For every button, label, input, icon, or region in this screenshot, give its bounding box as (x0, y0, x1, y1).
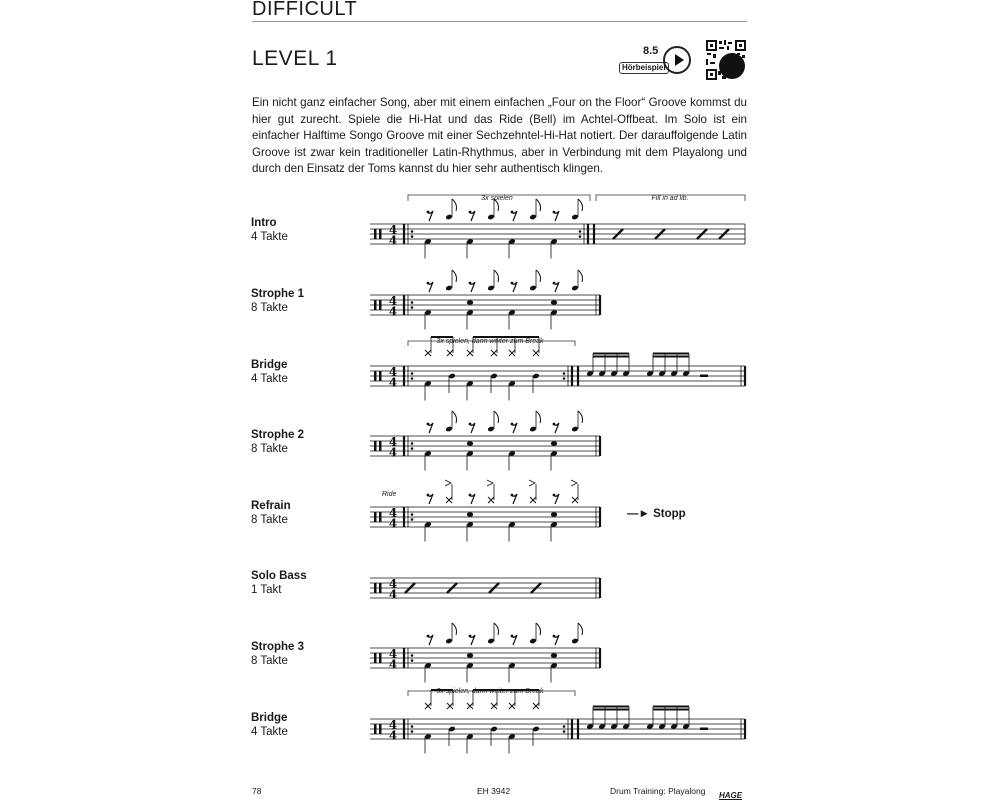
eighth-rest (511, 423, 514, 426)
repeat-dot (411, 518, 414, 521)
eighth-rest (427, 423, 430, 426)
eighth-rest (553, 494, 556, 497)
eighth-rest (469, 635, 472, 638)
section-bars: 8 Takte (251, 302, 288, 314)
percussion-clef (379, 300, 382, 310)
time-signature-bottom: 4 (388, 233, 398, 248)
section-bars: 4 Takte (251, 726, 288, 738)
note-flag (452, 411, 457, 423)
percussion-clef (379, 583, 382, 593)
snare-note (551, 441, 557, 446)
note-flag (578, 199, 583, 211)
eighth-rest (469, 494, 472, 497)
note-flag (536, 270, 541, 282)
section-name: Solo Bass (251, 570, 307, 582)
percussion-clef (374, 512, 377, 522)
snare-note (467, 441, 473, 446)
eighth-rest (469, 423, 472, 426)
eighth-rest (427, 282, 430, 285)
eighth-rest (427, 635, 430, 638)
percussion-clef (379, 229, 382, 239)
percussion-clef (379, 653, 382, 663)
section-bars: 8 Takte (251, 514, 288, 526)
accent-mark (487, 480, 493, 486)
time-signature-bottom: 4 (388, 445, 398, 460)
repeat-dot (563, 730, 566, 733)
note-flag (452, 623, 457, 635)
section-bars: 4 Takte (251, 373, 288, 385)
percussion-clef (379, 512, 382, 522)
time-signature-top: 4 (388, 506, 398, 520)
repeat-dot (411, 377, 414, 380)
section-name: Intro (251, 217, 277, 229)
level-title: LEVEL 1 (252, 47, 338, 70)
percussion-clef (379, 441, 382, 451)
stopp-label: Stopp (653, 508, 686, 520)
accent-mark (529, 480, 535, 486)
time-signature-bottom: 4 (388, 728, 398, 743)
audio-track-number: 8.5 (643, 45, 659, 57)
eighth-rest (427, 494, 430, 497)
eighth-rest (553, 211, 556, 214)
percussion-clef (374, 371, 377, 381)
section-bars: 8 Takte (251, 655, 288, 667)
time-signature-top: 4 (388, 577, 398, 591)
time-signature-bottom: 4 (388, 304, 398, 319)
repeat-dot (411, 725, 414, 728)
time-signature-bottom: 4 (388, 587, 398, 602)
note-flag (494, 623, 499, 635)
section-name: Bridge (251, 359, 288, 371)
section-name: Refrain (251, 500, 291, 512)
note-flag (452, 199, 457, 211)
section-name: Strophe 3 (251, 641, 305, 653)
snare-note (551, 300, 557, 305)
repeat-dot (563, 725, 566, 728)
repeat-dot (411, 372, 414, 375)
percussion-clef (374, 229, 377, 239)
snare-note (551, 653, 557, 658)
eighth-rest (469, 282, 472, 285)
repeat-dot (411, 659, 414, 662)
eighth-rest (427, 211, 430, 214)
audio-label: Hörbeispiel (619, 62, 669, 74)
snare-note (551, 512, 557, 517)
repeat-dot (411, 301, 414, 304)
percussion-clef (374, 441, 377, 451)
time-signature-top: 4 (388, 718, 398, 732)
repeat-dot (411, 730, 414, 733)
percussion-clef (374, 300, 377, 310)
half-rest (700, 728, 708, 731)
eighth-rest (511, 635, 514, 638)
stopp-instruction: —► Stopp (627, 508, 686, 520)
repeat-dot (579, 235, 582, 238)
half-rest (700, 375, 708, 378)
eighth-rest (553, 635, 556, 638)
eighth-rest (469, 211, 472, 214)
repeat-dot (411, 654, 414, 657)
repeat-dot (411, 230, 414, 233)
difficulty-heading: DIFFICULT (252, 0, 358, 20)
snare-note (467, 653, 473, 658)
eighth-rest (553, 282, 556, 285)
series-title: Drum Training: Playalong (610, 786, 706, 796)
time-signature-bottom: 4 (388, 516, 398, 531)
percussion-clef (379, 724, 382, 734)
time-signature-top: 4 (388, 435, 398, 449)
annotation-repeat-break: 3x spielen, dann weiter zum Break (436, 688, 544, 695)
section-bars: 1 Takt (251, 584, 282, 596)
section-bars: 8 Takte (251, 443, 288, 455)
snare-note (467, 512, 473, 517)
section-name: Strophe 1 (251, 288, 305, 300)
repeat-bracket (408, 195, 745, 696)
repeat-dot (563, 372, 566, 375)
time-signature-bottom: 4 (388, 375, 398, 390)
intro-paragraph: Ein nicht ganz einfacher Song, aber mit einem einfachen „Four on the Floor“ Groove kommst du hier gut zurecht. Spiele die Hi-Hat und das Ride (Bell) im Achtel-Offbeat. Im Solo ist ein einfacher Halftime Songo Groove mit einer Sechzehntel-Hi-Hat notiert. Der darauffolgende Latin Groove ist zwar kein traditioneller Latin-Rhythmus, aber in Verbindung mit dem Playalong und durch den Einsatz der Toms kannst du hier sehr authentisch klingen. (252, 96, 747, 175)
edition-code: EH 3942 (477, 786, 511, 796)
repeat-dot (411, 442, 414, 445)
time-signature-top: 4 (388, 365, 398, 379)
publisher-logo[interactable]: HAGE (719, 791, 743, 800)
section-bars: 4 Takte (251, 231, 288, 243)
note-flag (536, 411, 541, 423)
repeat-dot (563, 377, 566, 380)
time-signature-top: 4 (388, 294, 398, 308)
accent-mark (571, 480, 577, 486)
percussion-clef (379, 371, 382, 381)
note-flag (536, 199, 541, 211)
accent-mark (445, 480, 451, 486)
note-flag (536, 623, 541, 635)
eighth-rest (511, 494, 514, 497)
annotation-repeat-break: 3x spielen, dann weiter zum Break (436, 338, 544, 345)
percussion-clef (374, 583, 377, 593)
section-name: Strophe 2 (251, 429, 305, 441)
repeat-dot (411, 447, 414, 450)
time-signature-top: 4 (388, 223, 398, 237)
note-flag (578, 270, 583, 282)
time-signature-top: 4 (388, 647, 398, 661)
annotation-repeat: 3x spielen (481, 195, 513, 202)
note-flag (578, 411, 583, 423)
eighth-rest (511, 211, 514, 214)
repeat-dot (411, 235, 414, 238)
annotation-fill: Fill in ad lib. (651, 195, 689, 202)
note-flag (578, 623, 583, 635)
percussion-clef (374, 653, 377, 663)
time-signature-bottom: 4 (388, 657, 398, 672)
note-flag (452, 270, 457, 282)
note-flag (494, 270, 499, 282)
repeat-dot (411, 513, 414, 516)
annotation-ride: Ride (382, 491, 397, 498)
repeat-dot (579, 230, 582, 233)
note-flag (494, 411, 499, 423)
eighth-rest (553, 423, 556, 426)
eighth-rest (511, 282, 514, 285)
snare-note (467, 300, 473, 305)
repeat-dot (411, 306, 414, 309)
section-name: Bridge (251, 712, 288, 724)
percussion-clef (374, 724, 377, 734)
page-number: 78 (252, 786, 262, 796)
